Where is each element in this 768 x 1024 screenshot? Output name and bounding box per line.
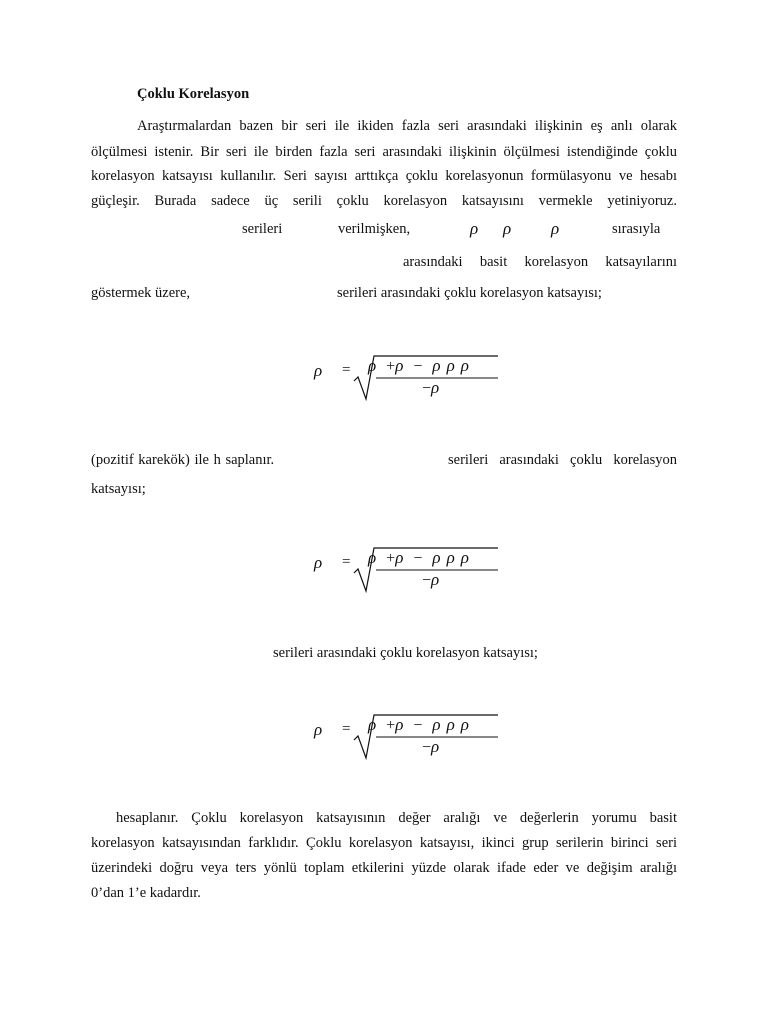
rho-symbol: ρ — [551, 219, 560, 238]
para1-line4: güçleşir. Burada sadece üç serili çoklu korelasyon katsayısını vermekle yetiniyoruz. — [91, 193, 677, 209]
formula-denominator — [422, 570, 439, 590]
para1-line5-sirasiyla: sırasıyla — [612, 221, 661, 237]
formula-equals: = — [342, 362, 351, 378]
formula-multiple-correlation-2 — [314, 547, 514, 591]
rho-symbol: ρ — [432, 356, 441, 375]
formula-multiple-correlation-3 — [314, 714, 514, 758]
rho-symbol: ρ — [431, 570, 440, 589]
para2-line1-b: serileri arasındaki çoklu korelasyon — [448, 452, 677, 468]
formula-numerator — [368, 548, 469, 568]
rho-symbol: ρ — [460, 356, 469, 375]
para1-line6: arasındaki basit korelasyon katsayılarını — [403, 254, 677, 270]
rho-symbol: ρ — [368, 356, 377, 375]
para1-line5-verilmisken: verilmişken, — [338, 221, 411, 237]
plus-sign: + — [386, 717, 396, 734]
formula-lhs: ρ — [314, 361, 323, 380]
plus-sign: + — [386, 550, 396, 567]
para1-line5-serileri: serileri — [242, 221, 283, 237]
rho-symbol: ρ — [431, 737, 440, 756]
minus-sign: − — [413, 358, 423, 375]
formula-numerator — [368, 715, 469, 735]
minus-sign: − — [413, 550, 423, 567]
para4-line4: 0’dan 1’e kadardır. — [91, 885, 201, 901]
rho-symbol: ρ — [446, 715, 455, 734]
minus-sign: − — [413, 717, 423, 734]
formula-numerator — [368, 356, 469, 376]
plus-sign: + — [386, 358, 396, 375]
rho-symbol: ρ — [470, 219, 479, 238]
para1-line1: Araştırmalardan bazen bir seri ile ikiden fazla seri arasındaki ilişkinin eş anlı olarak — [137, 118, 677, 134]
formula-lhs: ρ — [314, 720, 323, 739]
para1-line3: korelasyon katsayısı kullanılır. Seri sayısı arttıkça çoklu korelasyonun formülasyonu ve hesabı — [91, 168, 677, 184]
rho-symbol: ρ — [446, 356, 455, 375]
rho-symbol: ρ — [432, 548, 441, 567]
para4-line1: hesaplanır. Çoklu korelasyon katsayısının değer aralığı ve değerlerin yorumu basit — [116, 810, 677, 826]
section-heading: Çoklu Korelasyon — [137, 86, 250, 102]
minus-sign: − — [422, 739, 432, 756]
formula-denominator — [422, 737, 439, 757]
formula-multiple-correlation-1 — [314, 355, 514, 399]
rho-symbol: ρ — [460, 715, 469, 734]
para1-line7-gostermek: göstermek üzere, — [91, 285, 191, 301]
formula-denominator — [422, 378, 439, 398]
rho-symbol: ρ — [503, 219, 512, 238]
formula-equals: = — [342, 554, 351, 570]
para2-line2: katsayısı; — [91, 481, 146, 497]
rho-symbol: ρ — [395, 548, 404, 567]
rho-symbol: ρ — [446, 548, 455, 567]
rho-symbol: ρ — [432, 715, 441, 734]
rho-symbol: ρ — [395, 715, 404, 734]
para4-line3: üzerindeki doğru veya ters yönlü toplam etkilerini yüzde olarak ifade eder ve değişim aralığı — [91, 860, 677, 876]
para1-line2: ölçülmesi istenir. Bir seri ile birden fazla seri arasındaki ilişkinin ölçülmesi istendiğinde çoklu — [91, 144, 677, 160]
para1-line7-serileri: serileri arasındaki çoklu korelasyon katsayısı; — [337, 285, 602, 301]
rho-symbol: ρ — [395, 356, 404, 375]
rho-symbol: ρ — [368, 715, 377, 734]
formula-lhs: ρ — [314, 553, 323, 572]
para2-line1-a: (pozitif karekök) ile h saplanır. — [91, 452, 275, 468]
minus-sign: − — [422, 572, 432, 589]
rho-symbol: ρ — [460, 548, 469, 567]
minus-sign: − — [422, 380, 432, 397]
rho-symbol: ρ — [431, 378, 440, 397]
para4-line2: korelasyon katsayısından farklıdır. Çoklu korelasyon katsayısı, ikinci grup serilerin birinci seri — [91, 835, 677, 851]
rho-symbol: ρ — [368, 548, 377, 567]
para3-line1: serileri arasındaki çoklu korelasyon katsayısı; — [273, 645, 538, 661]
formula-equals: = — [342, 721, 351, 737]
